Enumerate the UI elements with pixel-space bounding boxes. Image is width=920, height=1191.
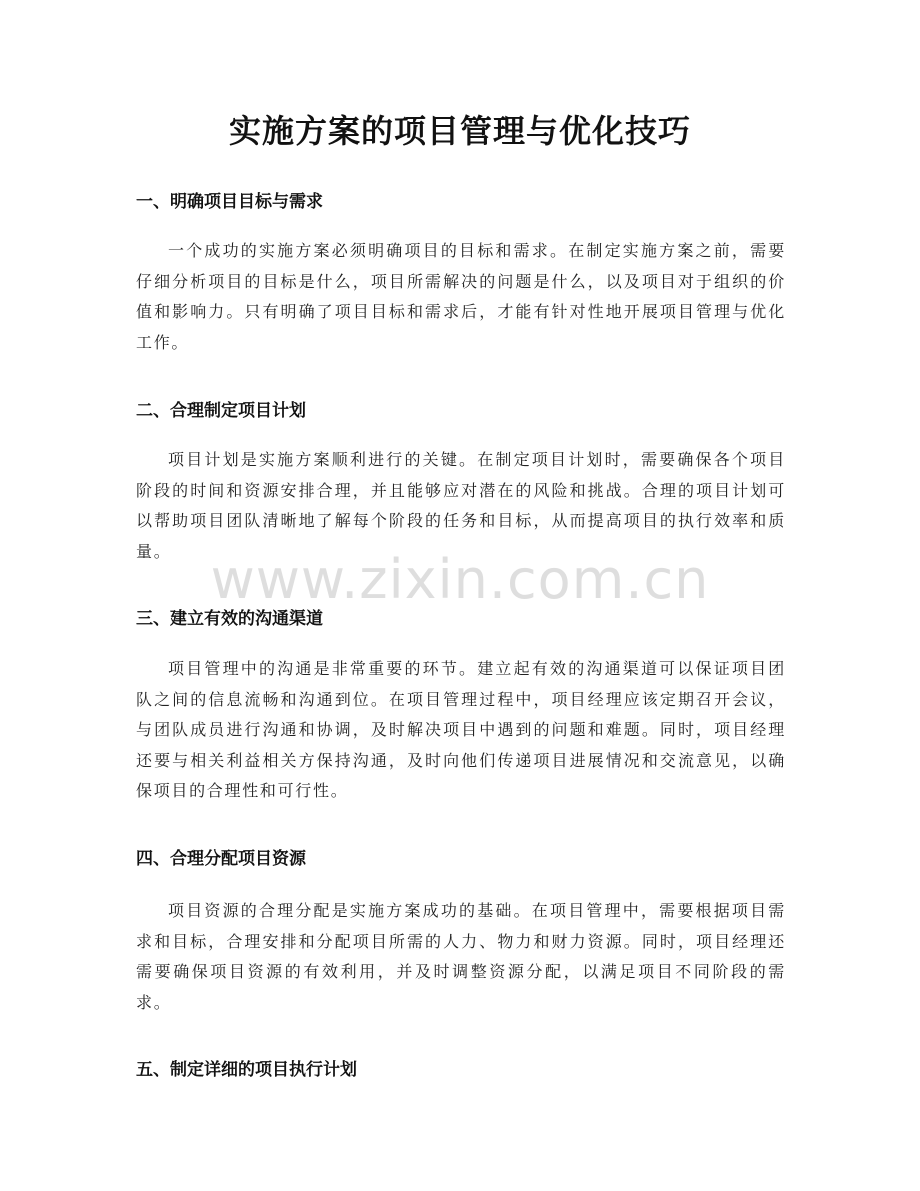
section-body-3: 项目管理中的沟通是非常重要的环节。建立起有效的沟通渠道可以保证项目团队之间的信息流畅和沟通到位。在项目管理过程中，项目经理应该定期召开会议，与团队成员进行沟通和协调，及时解决项目中遇到的问题和难题。同时，项目经理还要与相关利益相关方保持沟通，及时向他们传递项目进展情况和交流意见，以确保项目的合理性和可行性。 <box>136 659 786 800</box>
section-heading-1: 一、明确项目目标与需求 <box>136 192 323 212</box>
section-body-2: 项目计划是实施方案顺利进行的关键。在制定项目计划时，需要确保各个项目阶段的时间和资源安排合理，并且能够应对潜在的风险和挑战。合理的项目计划可以帮助项目团队清晰地了解每个阶段的任务和目标，从而提高项目的执行效率和质量。 <box>136 450 786 561</box>
watermark-text: www.zixin.com.cn <box>210 548 710 611</box>
section-heading-3: 三、建立有效的沟通渠道 <box>136 609 323 629</box>
section-body-4: 项目资源的合理分配是实施方案成功的基础。在项目管理中，需要根据项目需求和目标，合理安排和分配项目所需的人力、物力和财力资源。同时，项目经理还需要确保项目资源的有效利用，并及时调整资源分配，以满足项目不同阶段的需求。 <box>136 901 786 1012</box>
document-title: 实施方案的项目管理与优化技巧 <box>228 112 691 150</box>
section-heading-4: 四、合理分配项目资源 <box>136 849 306 869</box>
section-heading-2: 二、合理制定项目计划 <box>136 401 306 421</box>
section-body-1: 一个成功的实施方案必须明确项目的目标和需求。在制定实施方案之前，需要仔细分析项目的目标是什么，项目所需解决的问题是什么，以及项目对于组织的价值和影响力。只有明确了项目目标和需求后，才能有针对性地开展项目管理与优化工作。 <box>136 241 786 352</box>
section-heading-5: 五、制定详细的项目执行计划 <box>136 1060 357 1080</box>
